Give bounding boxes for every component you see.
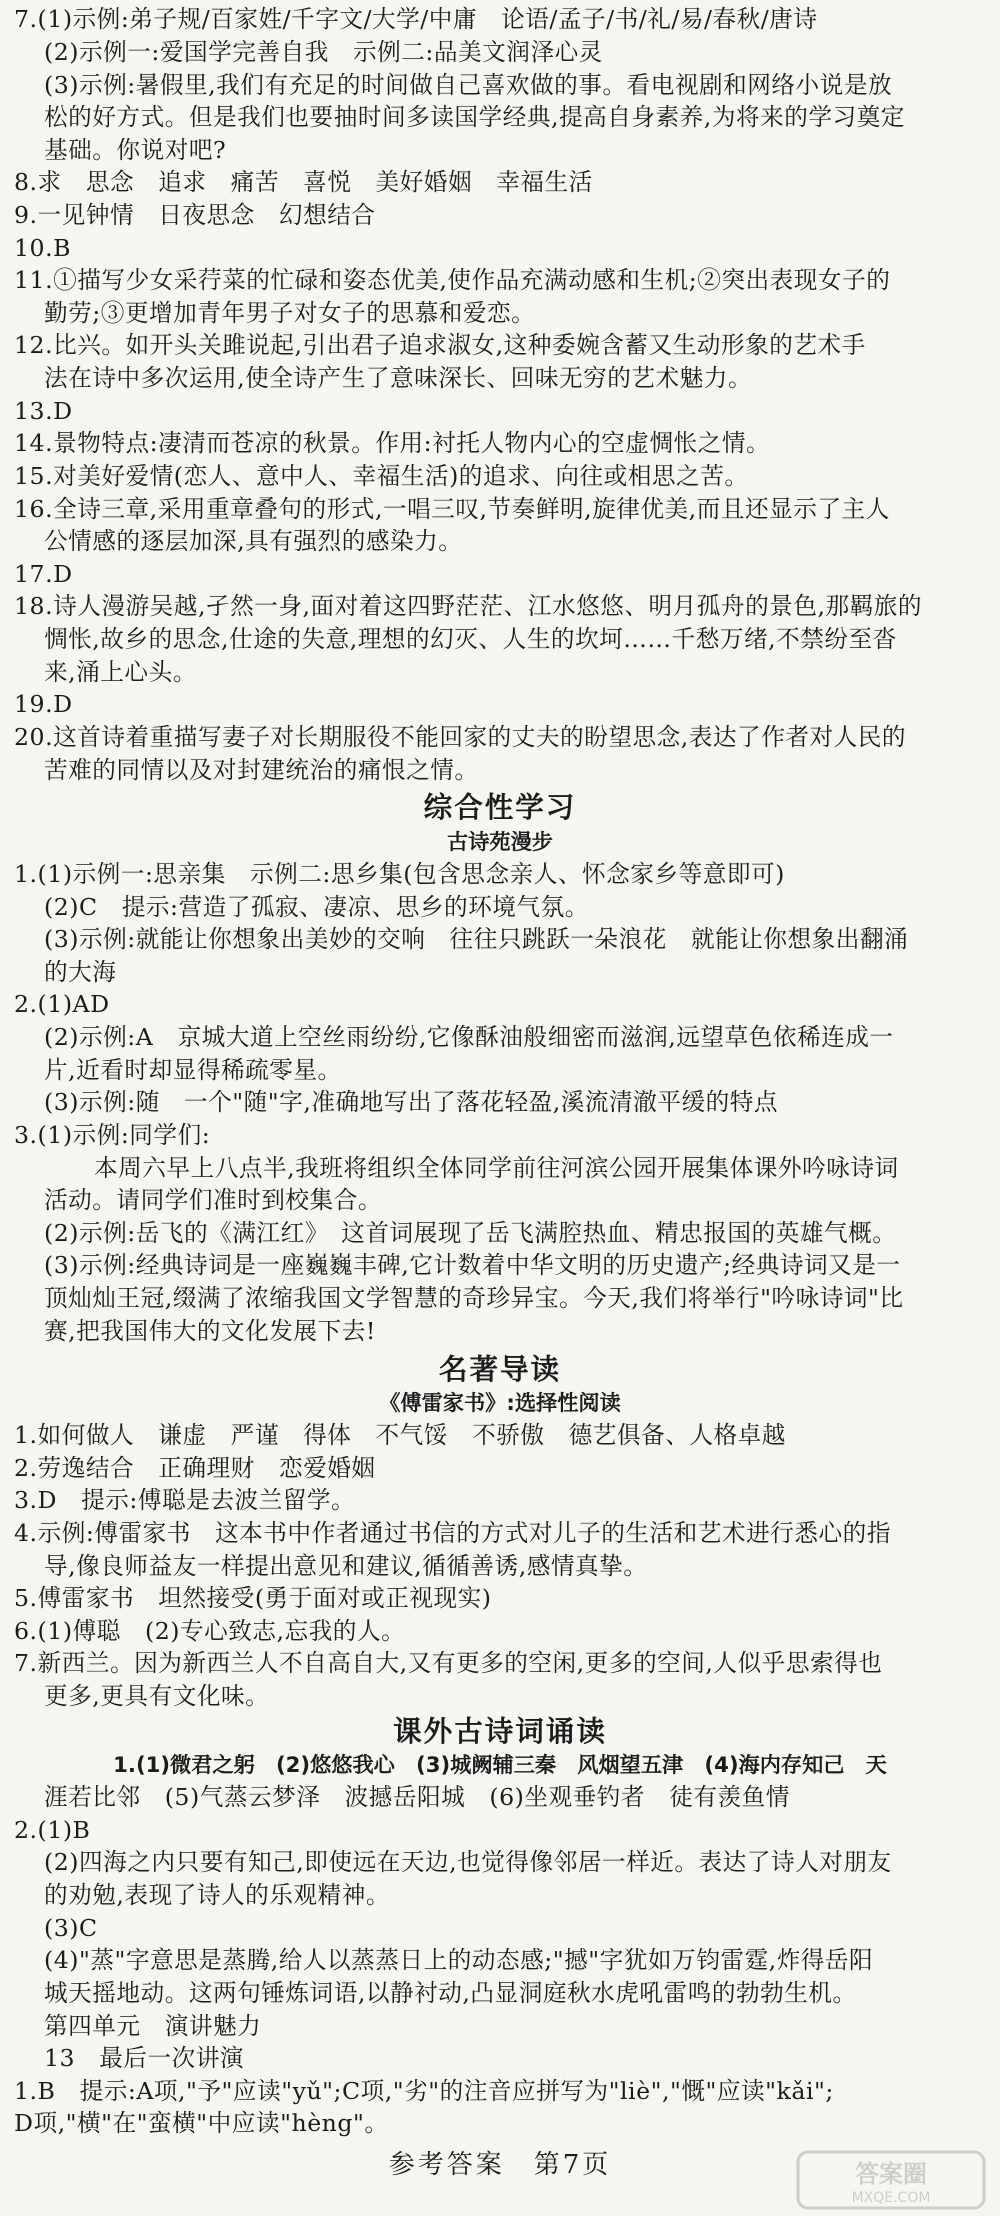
answer-line: 5.傅雷家书 坦然接受(勇于面对或正视现实) xyxy=(14,1584,492,1613)
section-heading: 名著导读 xyxy=(438,1352,562,1386)
answer-line: 的大海 xyxy=(44,957,117,986)
answer-line: (2)C 提示:营造了孤寂、凄凉、思乡的环境气氛。 xyxy=(44,892,589,921)
answer-line: 17.D xyxy=(14,559,73,588)
subsection-heading: 古诗苑漫步 xyxy=(447,828,553,854)
watermark-url: MXQE.COM xyxy=(851,2190,931,2206)
answer-line: 顶灿灿王冠,缀满了浓缩我国文学智慧的奇珍异宝。今天,我们将举行"吟咏诗词"比 xyxy=(44,1284,904,1313)
answer-line: 来,涌上心头。 xyxy=(44,657,197,686)
answer-line: 4.示例:傅雷家书 这本书中作者通过书信的方式对儿子的生活和艺术进行悉心的指 xyxy=(14,1518,891,1547)
section-heading: 课外古诗词诵读 xyxy=(393,1714,607,1748)
answer-line: 2.(1)B xyxy=(14,1815,91,1844)
answer-line: 本周六早上八点半,我班将组织全体同学前往河滨公园开展集体课外吟咏诗词 xyxy=(94,1153,899,1182)
answer-line: 涯若比邻 (5)气蒸云梦泽 波撼岳阳城 (6)坐观垂钓者 徒有羡鱼情 xyxy=(44,1783,790,1812)
answer-line: 11.①描写少女采荇菜的忙碌和姿态优美,使作品充满动感和生机;②突出表现女子的 xyxy=(14,266,891,295)
answer-line: 更多,更具有文化味。 xyxy=(44,1682,270,1711)
answer-line: 1.如何做人 谦虚 严谨 得体 不气馁 不骄傲 德艺俱备、人格卓越 xyxy=(14,1421,786,1450)
answer-line: 活动。请同学们准时到校集合。 xyxy=(44,1186,382,1215)
answer-line: 1.B 提示:A项,"予"应读"yǔ";C项,"劣"的注音应拼写为"liè","慨"应读"kǎi"; xyxy=(14,2076,834,2105)
answer-line: 14.景物特点:凄清而苍凉的秋景。作用:衬托人物内心的空虚惆怅之情。 xyxy=(14,429,771,458)
answer-line: (2)四海之内只要有知己,即使远在天边,也觉得像邻居一样近。表达了诗人对朋友 xyxy=(44,1848,892,1877)
answer-line: 2.劳逸结合 正确理财 恋爱婚姻 xyxy=(14,1453,376,1482)
answer-line: 苦难的同情以及对封建统治的痛恨之情。 xyxy=(44,755,479,784)
answer-line: (3)示例:暑假里,我们有充足的时间做自己喜欢做的事。看电视剧和网络小说是放 xyxy=(44,70,893,99)
answer-line: 第四单元 演讲魅力 xyxy=(44,2011,262,2040)
answer-line: 法在诗中多次运用,使全诗产生了意味深长、回味无穷的艺术魅力。 xyxy=(44,364,753,393)
answer-line: (3)C xyxy=(44,1913,98,1942)
answer-line: (2)示例一:爱国学完善自我 示例二:品美文润泽心灵 xyxy=(44,37,603,66)
page-footer: 参考答案 第7页 xyxy=(388,2150,612,2180)
answer-line: D项,"横"在"蛮横"中应读"hèng"。 xyxy=(14,2109,389,2138)
answer-line: 赛,把我国伟大的文化发展下去! xyxy=(44,1316,376,1345)
watermark-text: 答案圈 xyxy=(855,2160,927,2188)
answer-line: 惆怅,故乡的思念,仕途的失意,理想的幻灭、人生的坎坷……千愁万绪,不禁纷至沓 xyxy=(44,625,897,654)
answer-line: (2)示例:岳飞的《满江红》 这首词展现了岳飞满腔热血、精忠报国的英雄气概。 xyxy=(44,1218,897,1247)
answer-line: 公情感的逐层加深,具有强烈的感染力。 xyxy=(44,527,463,556)
answer-line: 片,近看时却显得稀疏零星。 xyxy=(44,1055,342,1084)
answer-line: 勤劳;③更增加青年男子对女子的思慕和爱恋。 xyxy=(44,298,536,327)
answer-line: 15.对美好爱情(恋人、意中人、幸福生活)的追求、向往或相思之苦。 xyxy=(14,461,749,490)
watermark-logo-icon xyxy=(796,2150,986,2210)
answer-line: 7.(1)示例:弟子规/百家姓/千字文/大学/中庸 论语/孟子/书/礼/易/春秋/唐诗 xyxy=(14,5,818,34)
answer-line: (3)示例:就能让你想象出美妙的交响 往往只跳跃一朵浪花 就能让你想象出翻涌 xyxy=(44,925,909,954)
answer-line: 8.求 思念 追求 痛苦 喜悦 美好婚姻 幸福生活 xyxy=(14,168,593,197)
answer-line: 松的好方式。但是我们也要抽时间多读国学经典,提高自身素养,为将来的学习奠定 xyxy=(44,103,905,132)
answer-line: 13 最后一次讲演 xyxy=(44,2044,245,2073)
answer-line: 12.比兴。如开头关雎说起,引出君子追求淑女,这种委婉含蓄又生动形象的艺术手 xyxy=(14,331,866,360)
answer-line: 基础。你说对吧? xyxy=(44,135,227,164)
answer-line: 3.(1)示例:同学们: xyxy=(14,1120,211,1149)
answer-line: 16.全诗三章,采用重章叠句的形式,一唱三叹,节奏鲜明,旋律优美,而且还显示了主人 xyxy=(14,494,890,523)
answer-line: (3)示例:随 一个"随"字,准确地写出了落花轻盈,溪流清澈平缓的特点 xyxy=(44,1088,779,1117)
section-heading: 综合性学习 xyxy=(423,791,577,825)
subsection-heading: 《傅雷家书》:选择性阅读 xyxy=(379,1390,621,1416)
subsection-heading: 1.(1)微君之躬 (2)悠悠我心 (3)城阙辅三秦 风烟望五津 (4)海内存知己 天 xyxy=(113,1752,887,1778)
answer-line: 13.D xyxy=(14,396,73,425)
answer-line: 7.新西兰。因为新西兰人不自高自大,又有更多的空闲,更多的空间,人似乎思索得也 xyxy=(14,1649,883,1678)
answer-line: 19.D xyxy=(14,690,73,719)
answer-line: (4)"蒸"字意思是蒸腾,给人以蒸蒸日上的动态感;"撼"字犹如万钧雷霆,炸得岳阳 xyxy=(44,1946,874,1975)
answer-line: (2)示例:A 京城大道上空丝雨纷纷,它像酥油般细密而滋润,远望草色依稀连成一 xyxy=(44,1023,894,1052)
answer-line: 导,像良师益友一样提出意见和建议,循循善诱,感情真挚。 xyxy=(44,1551,648,1580)
answer-line: 9.一见钟情 日夜思念 幻想结合 xyxy=(14,200,376,229)
answer-line: 2.(1)AD xyxy=(14,990,110,1019)
answer-line: 10.B xyxy=(14,233,71,262)
answer-line: 3.D 提示:傅聪是去波兰留学。 xyxy=(14,1486,356,1515)
answer-line: 20.这首诗着重描写妻子对长期服役不能回家的丈夫的盼望思念,表达了作者对人民的 xyxy=(14,722,907,751)
answer-line: 1.(1)示例一:思亲集 示例二:思乡集(包含思念亲人、怀念家乡等意即可) xyxy=(14,859,785,888)
answer-line: 城天摇地动。这两句锤炼词语,以静衬动,凸显洞庭秋水虎吼雷鸣的勃勃生机。 xyxy=(44,1978,857,2007)
answer-line: 6.(1)傅聪 (2)专心致志,忘我的人。 xyxy=(14,1616,406,1645)
answer-line: (3)示例:经典诗词是一座巍巍丰碑,它计数着中华文明的历史遗产;经典诗词又是一 xyxy=(44,1251,901,1280)
answer-line: 18.诗人漫游吴越,孑然一身,面对着这四野茫茫、江水悠悠、明月孤舟的景色,那羁旅的 xyxy=(14,592,923,621)
answer-line: 的劝勉,表现了诗人的乐观精神。 xyxy=(44,1881,390,1910)
